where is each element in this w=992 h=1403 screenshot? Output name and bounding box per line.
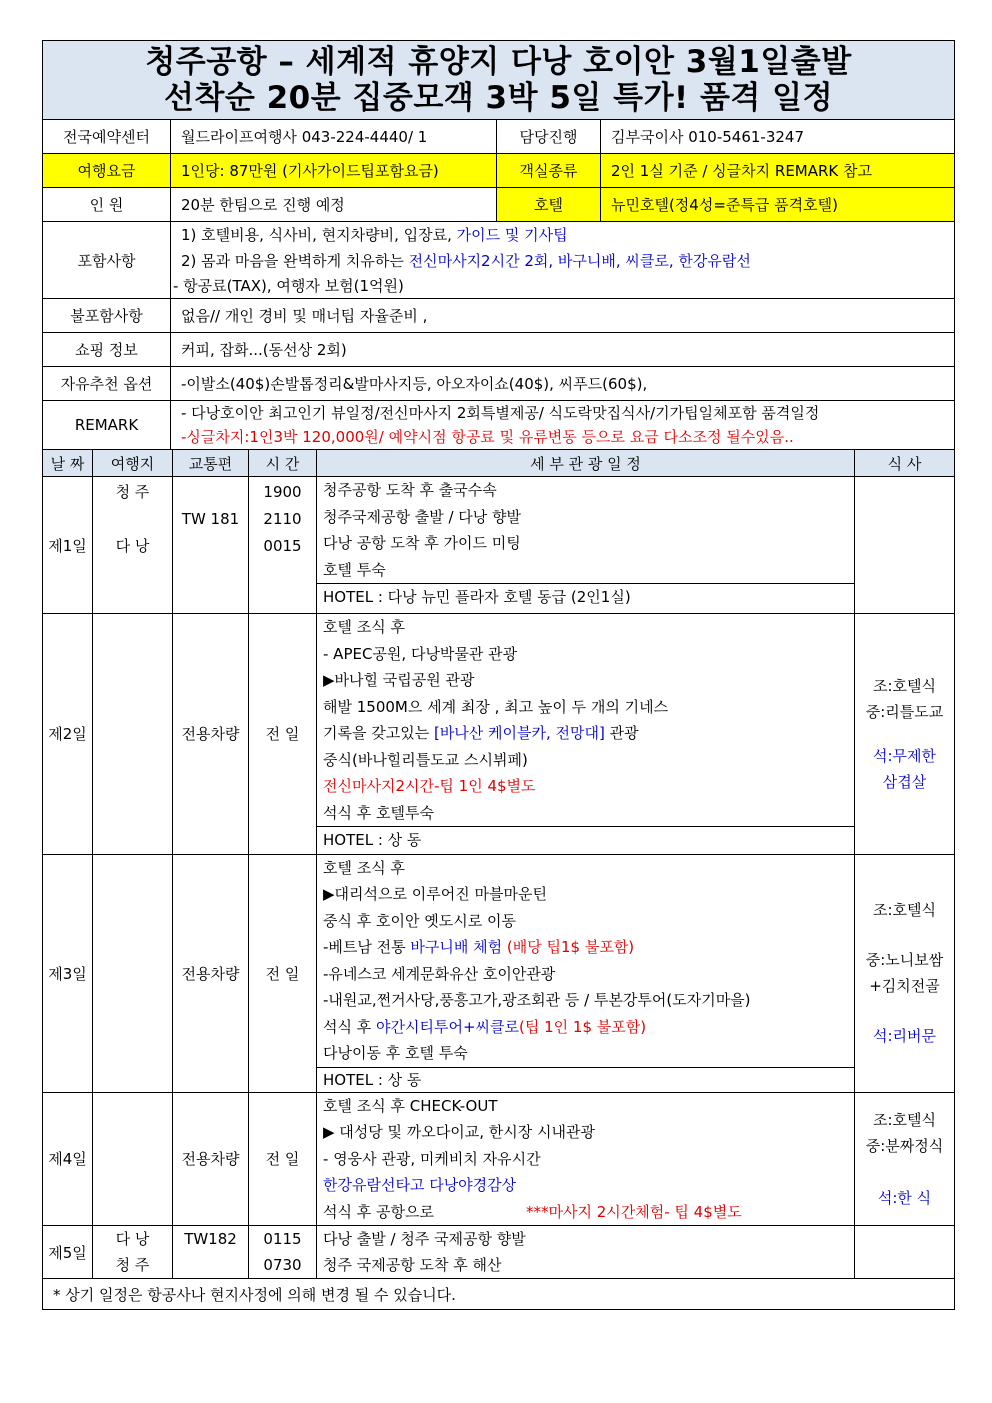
day-5-line-2: 청주 국제공항 도착 후 해산: [323, 1256, 502, 1274]
day-1-time-2: 2110: [263, 510, 302, 528]
day-1-times: [249, 477, 317, 614]
itinerary-sheet: [42, 40, 954, 1310]
day-3-line-5: -유네스코 세계문화유산 호이안관광: [323, 964, 556, 983]
day-3-hotel: HOTEL : 상 동: [317, 1067, 854, 1092]
day-3-meal-lunch: 중:노니보쌈: [865, 951, 944, 969]
day-1-line-4: 호텔 투숙: [323, 560, 386, 579]
day-4-row: [43, 1092, 955, 1226]
day-1-row: [43, 477, 955, 614]
day-4-line-1: 호텔 조식 후 CHECK-OUT: [323, 1096, 498, 1115]
day-3-transport: 전용차량: [173, 854, 249, 1092]
included-label: 포함사항: [43, 222, 171, 299]
day-3-meal: [855, 854, 955, 1092]
shopping-label: 쇼핑 정보: [43, 333, 171, 367]
day-3-row: [43, 854, 955, 1092]
day-3-line-4: -베트남 전통 바구니배 체험 (배당 팁1$ 불포함): [323, 938, 635, 956]
day-5-time-2: 0730: [263, 1256, 302, 1274]
day-2-detail: [317, 614, 855, 855]
options-value: -이발소(40$)손발톱정리&발마사지등, 아오자이쇼(40$), 씨푸드(60$),: [171, 367, 955, 401]
day-1-line-3: 다낭 공항 도착 후 가이드 미팅: [323, 534, 521, 552]
day-5-line-1: 다낭 출발 / 청주 국제공항 향발: [323, 1230, 526, 1248]
excluded-value: 없음// 개인 경비 및 매너팁 자율준비 ,: [171, 299, 955, 333]
title-line-2: 선착순 20분 집중모객 3박 5일 특가! 품격 일정: [163, 80, 834, 116]
day-5-detail: [317, 1226, 855, 1279]
schedule-header: [43, 450, 955, 477]
day-2-line-1: 호텔 조식 후: [323, 618, 405, 636]
day-4-meal-dinner: 석:한 식: [877, 1188, 932, 1207]
day-2-place: [93, 614, 173, 855]
remark-value: [171, 401, 955, 450]
day-4-detail: [317, 1092, 855, 1226]
day-4-transport: 전용차량: [173, 1092, 249, 1226]
reservation-label: 전국예약센터: [43, 120, 171, 154]
day-1-line-1: 청주공항 도착 후 출국수속: [323, 481, 497, 499]
header-meal: 식 사: [855, 450, 955, 477]
day-1-place-2: 다 낭: [115, 537, 150, 555]
manager-label: 담당진행: [497, 120, 601, 154]
remark-label: REMARK: [43, 401, 171, 450]
day-2-transport: 전용차량: [173, 614, 249, 855]
people-label: 인 원: [43, 188, 171, 222]
info-table: [42, 40, 955, 450]
header-place: 여행지: [93, 450, 173, 477]
day-3-line-7: 석식 후 야간시티투어+씨클로(팁 1인 1$ 불포함): [323, 1017, 647, 1036]
day-4-meal: [855, 1092, 955, 1226]
day-1-place: [93, 477, 173, 614]
day-1-detail: [317, 477, 855, 614]
room-value: 2인 1실 기준 / 싱글차지 REMARK 참고: [601, 154, 955, 188]
day-2-line-7: 전신마사지2시간-팁 1인 4$별도: [323, 777, 536, 795]
day-2-meal-breakfast: 조:호텔식: [872, 676, 936, 695]
hotel-value: 뉴민호텔(정4성=준특급 품격호텔): [601, 188, 955, 222]
day-2-row: [43, 614, 955, 855]
day-5-label: 제5일: [43, 1226, 93, 1279]
day-2-line-6: 중식(바나힐리틀도교 스시뷔페): [323, 750, 528, 769]
day-5-times: [249, 1226, 317, 1279]
day-2-meal: [855, 614, 955, 855]
included-value: [171, 222, 955, 299]
fee-label: 여행요금: [43, 154, 171, 188]
day-5-row: [43, 1226, 955, 1279]
day-3-line-3: 중식 후 호이안 옛도시로 이동: [323, 911, 516, 930]
day-2-label: 제2일: [43, 614, 93, 855]
remark-line-1: - 다낭호이안 최고인기 뷰일정/전신마사지 2회특별제공/ 식도락맛집식사/기가팁일체포함 품격일정: [181, 404, 820, 422]
day-5-time-1: 0115: [263, 1230, 302, 1248]
schedule-table: [42, 449, 955, 1310]
day-4-time: 전 일: [249, 1092, 317, 1226]
remark-line-2: -싱글차지:1인3박 120,000원/ 예약시점 항공료 및 유류변동 등으로 요금 다소조정 될수있음..: [181, 428, 794, 446]
day-4-line-4: 한강유람선타고 다낭야경감상: [323, 1176, 517, 1194]
day-2-meal-lunch: 중:리틀도교: [865, 702, 944, 721]
hotel-label: 호텔: [497, 188, 601, 222]
day-3-time: 전 일: [249, 854, 317, 1092]
shopping-value: 커피, 잡화...(동선상 2회): [171, 333, 955, 367]
header-transport: 교통편: [173, 450, 249, 477]
excluded-label: 불포함사항: [43, 299, 171, 333]
day-1-time-3: 0015: [263, 537, 302, 555]
room-label: 객실종류: [497, 154, 601, 188]
day-3-detail: [317, 854, 855, 1092]
day-1-time-1: 1900: [263, 483, 302, 501]
day-2-line-4: 해발 1500M으 세계 최장 , 최고 높이 두 개의 기네스: [323, 697, 669, 716]
day-3-line-1: 호텔 조식 후: [323, 858, 405, 877]
day-2-line-3: ▶바나힐 국립공원 관광: [323, 671, 475, 689]
day-3-line-6: -내원교,쩐거사당,풍흥고가,광조회관 등 / 투본강투어(도자기마을): [323, 991, 751, 1009]
day-5-place-2: 청 주: [115, 1256, 150, 1274]
day-2-hotel: HOTEL : 상 동: [317, 826, 854, 854]
day-2-line-8: 석식 후 호텔투숙: [323, 803, 434, 822]
header-time: 시 간: [249, 450, 317, 477]
day-2-meal-dinner: 석:무제한: [872, 746, 936, 765]
included-line-1: 1) 호텔비용, 식사비, 현지차량비, 입장료, 가이드 및 기사팁: [181, 226, 568, 244]
day-3-place: [93, 854, 173, 1092]
day-5-place: [93, 1226, 173, 1279]
day-5-place-1: 다 낭: [115, 1230, 150, 1248]
day-2-line-2: - APEC공원, 다낭박물관 관광: [323, 644, 518, 663]
day-4-meal-lunch: 중:분짜정식: [865, 1136, 944, 1155]
manager-value: 김부국이사 010-5461-3247: [601, 120, 955, 154]
day-3-line-8: 다낭이동 후 호텔 투숙: [323, 1044, 468, 1062]
day-3-meal-dinner: 석:리버문: [872, 1027, 936, 1045]
day-2-line-5: 기록을 갖고있는 [바나산 케이블카, 전망대] 관광: [323, 724, 639, 742]
day-4-meal-breakfast: 조:호텔식: [872, 1110, 936, 1129]
day-4-place: [93, 1092, 173, 1226]
included-line-3: - 항공료(TAX), 여행자 보험(1억원): [173, 277, 404, 295]
day-4-line-5: 석식 후 공항으로 ***마사지 2시간체험- 팁 4$별도: [323, 1202, 742, 1221]
people-value: 20분 한팀으로 진행 예정: [171, 188, 497, 222]
header-day: 날 짜: [43, 450, 93, 477]
day-2-meal-dinner-2: 삼겹살: [882, 772, 927, 791]
fee-value: 1인당: 87만원 (기사가이드팁포함요금): [171, 154, 497, 188]
day-3-label: 제3일: [43, 854, 93, 1092]
day-3-meal-breakfast: 조:호텔식: [872, 901, 936, 919]
included-line-2: 2) 몸과 마음을 완벽하게 치유하는 전신마사지2시간 2회, 바구니배, 씨클로, 한강유람선: [181, 252, 751, 270]
day-1-line-2: 청주국제공항 출발 / 다낭 향발: [323, 507, 522, 526]
reservation-value: 월드라이프여행사 043-224-4440/ 1: [171, 120, 497, 154]
title-line-1: 청주공항 – 세계적 휴양지 다낭 호이안 3월1일출발: [145, 44, 852, 80]
day-5-transport: TW182: [173, 1226, 249, 1279]
day-2-time: 전 일: [249, 614, 317, 855]
footer-note: * 상기 일정은 항공사나 현지사정에 의해 변경 될 수 있습니다.: [43, 1279, 955, 1310]
day-1-transport: TW 181: [173, 477, 249, 614]
day-1-label: 제1일: [43, 477, 93, 614]
day-1-meal: [855, 477, 955, 614]
day-4-line-2: ▶ 대성당 및 까오다이교, 한시장 시내관광: [323, 1123, 595, 1141]
day-4-line-3: - 영웅사 관광, 미케비치 자유시간: [323, 1149, 541, 1168]
day-1-hotel: HOTEL : 다낭 뉴민 플라자 호텔 동급 (2인1실): [317, 583, 854, 611]
page-title: [43, 41, 955, 120]
day-3-meal-lunch-2: +김치전골: [869, 977, 940, 995]
header-detail: 세 부 관 광 일 정: [317, 450, 855, 477]
day-1-place-1: 청 주: [115, 483, 150, 501]
day-3-line-2: ▶대리석으로 이루어진 마블마운틴: [323, 885, 547, 903]
options-label: 자유추천 옵션: [43, 367, 171, 401]
day-4-label: 제4일: [43, 1092, 93, 1226]
day-5-meal: [855, 1226, 955, 1279]
